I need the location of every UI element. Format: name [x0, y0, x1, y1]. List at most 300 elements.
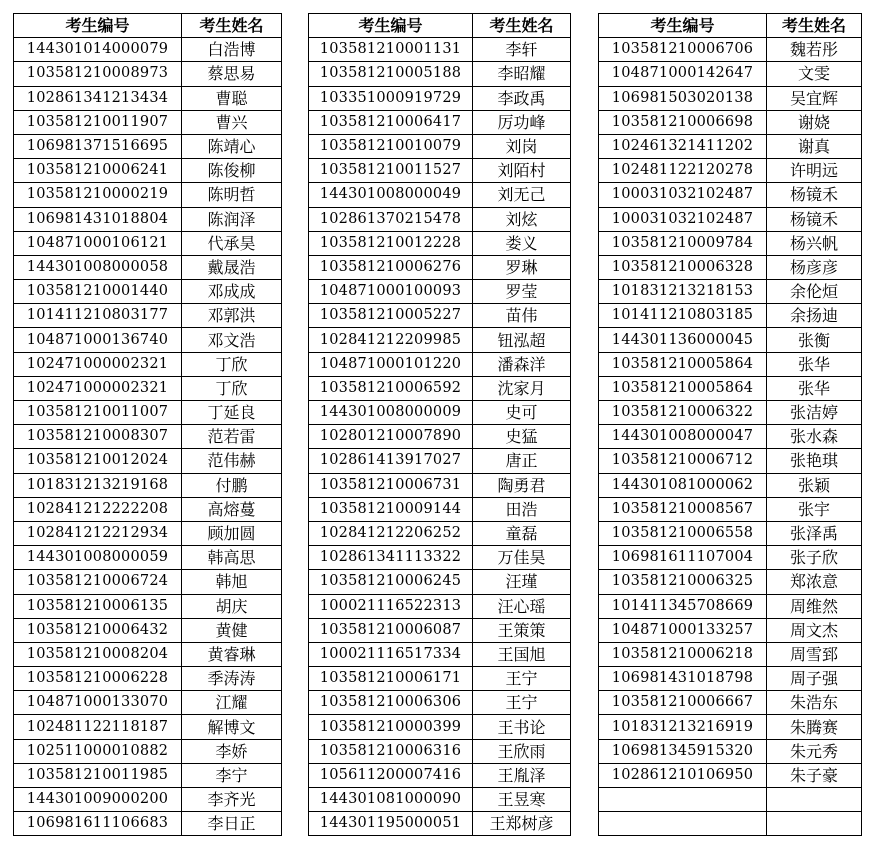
candidate-id-cell: 103581210008204: [14, 642, 182, 666]
table-row: [599, 255, 862, 279]
candidate-name-cell: 杨兴帆: [767, 231, 862, 255]
table-row: [599, 546, 862, 570]
candidate-id-cell: 102861210106950: [599, 763, 767, 787]
candidate-name-cell: 钮泓超: [473, 328, 571, 352]
table-row: [599, 231, 862, 255]
candidate-id-cell: 103581210006276: [309, 255, 473, 279]
candidate-name-cell: 黄睿琳: [182, 642, 282, 666]
table-row: [309, 134, 571, 158]
table-row: [309, 739, 571, 763]
candidate-id-cell: 103581210011907: [14, 110, 182, 134]
candidate-name-cell: 罗琳: [473, 255, 571, 279]
candidate-id-cell: 103581210006667: [599, 691, 767, 715]
table-row: [14, 618, 282, 642]
candidate-name-cell: 王宁: [473, 691, 571, 715]
roster-table-2: [308, 13, 571, 836]
table-row: [14, 110, 282, 134]
table-row: [309, 667, 571, 691]
candidate-id-cell: 101831213219168: [14, 473, 182, 497]
candidate-name-cell: 邓郭洪: [182, 304, 282, 328]
candidate-name-cell: 王胤泽: [473, 763, 571, 787]
candidate-name-cell: 陈明哲: [182, 183, 282, 207]
candidate-name-cell: 厉功峰: [473, 110, 571, 134]
candidate-id-cell: 103581210006322: [599, 401, 767, 425]
candidate-name-cell: 黄健: [182, 618, 282, 642]
candidate-name-cell: 娄义: [473, 231, 571, 255]
table-row: [309, 497, 571, 521]
table-row: [309, 86, 571, 110]
candidate-name-cell: 高熔蔓: [182, 497, 282, 521]
candidate-name-cell: 李日正: [182, 812, 282, 836]
table-row: [14, 401, 282, 425]
candidate-id-cell: 103581210012024: [14, 449, 182, 473]
candidate-id-cell: 101411210803177: [14, 304, 182, 328]
table-row: [309, 376, 571, 400]
candidate-name-cell: 曹聪: [182, 86, 282, 110]
candidate-id-cell: 103581210006316: [309, 739, 473, 763]
candidate-name-cell: 范伟赫: [182, 449, 282, 473]
candidate-id-cell: 106981371516695: [14, 134, 182, 158]
candidate-name-cell: 王宁: [473, 667, 571, 691]
table-row: [14, 352, 282, 376]
table-row: [309, 231, 571, 255]
table-row: [309, 691, 571, 715]
candidate-id-cell: 103581210011527: [309, 159, 473, 183]
table-row: [14, 280, 282, 304]
candidate-name-cell: 张艳琪: [767, 449, 862, 473]
candidate-id-cell: 103581210006218: [599, 642, 767, 666]
table-row: [309, 570, 571, 594]
candidate-id-cell: 103581210006712: [599, 449, 767, 473]
table-row: [599, 594, 862, 618]
table-row: [599, 110, 862, 134]
candidate-name-cell: 李娇: [182, 739, 282, 763]
candidate-name-cell: 李齐光: [182, 788, 282, 812]
table-row: [14, 304, 282, 328]
table-row: [14, 739, 282, 763]
table-row: [14, 425, 282, 449]
table-row: [309, 594, 571, 618]
candidate-name-cell: 王书论: [473, 715, 571, 739]
candidate-name-cell: 丁欣: [182, 376, 282, 400]
candidate-name-cell: 余扬迪: [767, 304, 862, 328]
candidate-id-cell: 102481122120278: [599, 159, 767, 183]
table-row: [309, 473, 571, 497]
candidate-name-cell: 杨彦彦: [767, 255, 862, 279]
candidate-id-cell: 103581210006171: [309, 667, 473, 691]
table-row: [14, 691, 282, 715]
table-row: [14, 376, 282, 400]
candidate-id-cell: 144301136000045: [599, 328, 767, 352]
table-row: [309, 352, 571, 376]
table-row: [309, 715, 571, 739]
candidate-id-cell: 103581210011985: [14, 763, 182, 787]
candidate-id-cell: 144301008000058: [14, 255, 182, 279]
table-row: [599, 86, 862, 110]
candidate-id-cell: 101411210803185: [599, 304, 767, 328]
candidate-id-cell: 102861413917027: [309, 449, 473, 473]
table-row: [599, 304, 862, 328]
candidate-name-cell: 张华: [767, 376, 862, 400]
table-row: [599, 425, 862, 449]
table-row: [599, 401, 862, 425]
candidate-id-cell: 144301008000047: [599, 425, 767, 449]
candidate-id-cell: 103581210006228: [14, 667, 182, 691]
candidate-id-cell: 103581210006135: [14, 594, 182, 618]
table-row: [309, 521, 571, 545]
candidate-name-cell: 李政禹: [473, 86, 571, 110]
candidate-name-cell: 江耀: [182, 691, 282, 715]
table-row: [309, 812, 571, 836]
candidate-name-cell: 季涛涛: [182, 667, 282, 691]
candidate-id-cell: 103581210012228: [309, 231, 473, 255]
roster-table-3: [598, 13, 862, 836]
header-id: 考生编号: [599, 14, 767, 38]
candidate-id-cell: 103581210005864: [599, 376, 767, 400]
candidate-id-cell: 144301081000062: [599, 473, 767, 497]
candidate-name-cell: 周维然: [767, 594, 862, 618]
candidate-name-cell: 代承昊: [182, 231, 282, 255]
candidate-name-cell: 丁延良: [182, 401, 282, 425]
candidate-id-cell: 106981611106683: [14, 812, 182, 836]
candidate-name-cell: 苗伟: [473, 304, 571, 328]
candidate-id-cell: [599, 788, 767, 812]
header-row: [309, 14, 571, 38]
candidate-id-cell: 103581210006724: [14, 570, 182, 594]
candidate-name-cell: 李轩: [473, 38, 571, 62]
candidate-name-cell: 郑浓意: [767, 570, 862, 594]
table-row: [14, 570, 282, 594]
candidate-id-cell: 103351000919729: [309, 86, 473, 110]
candidate-id-cell: 144301195000051: [309, 812, 473, 836]
candidate-name-cell: 张颖: [767, 473, 862, 497]
table-row: [599, 812, 862, 836]
candidate-id-cell: 105611200007416: [309, 763, 473, 787]
table-row: [599, 376, 862, 400]
candidate-id-cell: 144301014000079: [14, 38, 182, 62]
candidate-name-cell: 万佳昊: [473, 546, 571, 570]
table-row: [599, 134, 862, 158]
table-row: [14, 763, 282, 787]
candidate-id-cell: 103581210006087: [309, 618, 473, 642]
candidate-id-cell: 101411345708669: [599, 594, 767, 618]
candidate-id-cell: 106981503020138: [599, 86, 767, 110]
table-row: [599, 739, 862, 763]
table-row: [14, 207, 282, 231]
candidate-id-cell: 103581210006325: [599, 570, 767, 594]
candidate-name-cell: 刘陌村: [473, 159, 571, 183]
candidate-name-cell: 王欣雨: [473, 739, 571, 763]
candidate-id-cell: 101831213218153: [599, 280, 767, 304]
table-row: [309, 546, 571, 570]
table-row: [309, 62, 571, 86]
table-row: [14, 667, 282, 691]
candidate-name-cell: 王郑树彦: [473, 812, 571, 836]
table-row: [599, 38, 862, 62]
candidate-name-cell: [767, 788, 862, 812]
candidate-id-cell: 102511000010882: [14, 739, 182, 763]
candidate-id-cell: [599, 812, 767, 836]
table-row: [309, 763, 571, 787]
candidate-name-cell: 谢娆: [767, 110, 862, 134]
candidate-id-cell: 102471000002321: [14, 376, 182, 400]
table-row: [14, 134, 282, 158]
table-row: [599, 763, 862, 787]
table-row: [599, 497, 862, 521]
candidate-name-cell: 邓文浩: [182, 328, 282, 352]
candidate-id-cell: 103581210011007: [14, 401, 182, 425]
candidate-id-cell: 144301081000090: [309, 788, 473, 812]
candidate-id-cell: 103581210001440: [14, 280, 182, 304]
candidate-id-cell: 102461321411202: [599, 134, 767, 158]
candidate-id-cell: 102861370215478: [309, 207, 473, 231]
candidate-name-cell: 史猛: [473, 425, 571, 449]
candidate-name-cell: 张泽禹: [767, 521, 862, 545]
candidate-name-cell: 刘炫: [473, 207, 571, 231]
candidate-id-cell: 103581210006432: [14, 618, 182, 642]
table-row: [599, 473, 862, 497]
header-name: 考生姓名: [473, 14, 571, 38]
table-row: [599, 449, 862, 473]
table-row: [599, 159, 862, 183]
table-row: [14, 642, 282, 666]
candidate-name-cell: 王国旭: [473, 642, 571, 666]
candidate-name-cell: 许明远: [767, 159, 862, 183]
candidate-id-cell: 102861341213434: [14, 86, 182, 110]
candidate-name-cell: 谢真: [767, 134, 862, 158]
candidate-name-cell: 顾加圆: [182, 521, 282, 545]
table-row: [599, 183, 862, 207]
candidate-id-cell: 103581210006417: [309, 110, 473, 134]
table-row: [309, 401, 571, 425]
candidate-id-cell: 144301008000059: [14, 546, 182, 570]
table-row: [599, 328, 862, 352]
candidate-name-cell: 童磊: [473, 521, 571, 545]
header-row: [599, 14, 862, 38]
table-row: [14, 521, 282, 545]
table-row: [309, 280, 571, 304]
candidate-id-cell: 101831213216919: [599, 715, 767, 739]
candidate-name-cell: 白浩博: [182, 38, 282, 62]
candidate-id-cell: 102801210007890: [309, 425, 473, 449]
candidate-id-cell: 102841212212934: [14, 521, 182, 545]
table-row: [309, 255, 571, 279]
roster-table-1: [13, 13, 282, 836]
table-row: [309, 207, 571, 231]
candidate-id-cell: 103581210008567: [599, 497, 767, 521]
candidate-id-cell: 104871000142647: [599, 62, 767, 86]
header-id: 考生编号: [14, 14, 182, 38]
table-row: [599, 280, 862, 304]
table-row: [14, 255, 282, 279]
table-row: [599, 691, 862, 715]
candidate-id-cell: 103581210008307: [14, 425, 182, 449]
candidate-name-cell: 吴宜辉: [767, 86, 862, 110]
table-row: [14, 328, 282, 352]
table-row: [599, 570, 862, 594]
table-row: [309, 110, 571, 134]
candidate-id-cell: 103581210005227: [309, 304, 473, 328]
candidate-id-cell: 102841212222208: [14, 497, 182, 521]
table-row: [14, 473, 282, 497]
candidate-id-cell: 103581210006731: [309, 473, 473, 497]
candidate-name-cell: 张水森: [767, 425, 862, 449]
candidate-id-cell: 106981431018798: [599, 667, 767, 691]
candidate-id-cell: 103581210009784: [599, 231, 767, 255]
candidate-name-cell: 文雯: [767, 62, 862, 86]
candidate-name-cell: 张子欣: [767, 546, 862, 570]
candidate-name-cell: 沈家月: [473, 376, 571, 400]
candidate-name-cell: 范若雷: [182, 425, 282, 449]
table-row: [309, 183, 571, 207]
candidate-name-cell: 韩高思: [182, 546, 282, 570]
candidate-name-cell: 张洁婷: [767, 401, 862, 425]
candidate-id-cell: 103581210006698: [599, 110, 767, 134]
candidate-name-cell: 罗莹: [473, 280, 571, 304]
candidate-name-cell: 汪心瑶: [473, 594, 571, 618]
candidate-id-cell: 102861341113322: [309, 546, 473, 570]
table-row: [14, 62, 282, 86]
candidate-name-cell: 朱元秀: [767, 739, 862, 763]
candidate-name-cell: 王策策: [473, 618, 571, 642]
candidate-name-cell: 刘无己: [473, 183, 571, 207]
candidate-name-cell: 陈俊柳: [182, 159, 282, 183]
header-id: 考生编号: [309, 14, 473, 38]
candidate-id-cell: 103581210006328: [599, 255, 767, 279]
candidate-name-cell: 朱浩东: [767, 691, 862, 715]
candidate-id-cell: 103581210008973: [14, 62, 182, 86]
candidate-id-cell: 103581210005188: [309, 62, 473, 86]
table-row: [14, 715, 282, 739]
candidate-name-cell: 蔡思易: [182, 62, 282, 86]
candidate-name-cell: 刘岗: [473, 134, 571, 158]
candidate-id-cell: 103581210005864: [599, 352, 767, 376]
candidate-name-cell: 张衡: [767, 328, 862, 352]
candidate-name-cell: 朱腾赛: [767, 715, 862, 739]
candidate-name-cell: 史可: [473, 401, 571, 425]
candidate-name-cell: 潘森洋: [473, 352, 571, 376]
candidate-name-cell: 陈靖心: [182, 134, 282, 158]
candidate-id-cell: 103581210006241: [14, 159, 182, 183]
candidate-name-cell: 田浩: [473, 497, 571, 521]
table-row: [309, 328, 571, 352]
candidate-id-cell: 104871000101220: [309, 352, 473, 376]
candidate-name-cell: 韩旭: [182, 570, 282, 594]
candidate-id-cell: 104871000100093: [309, 280, 473, 304]
table-row: [14, 812, 282, 836]
table-row: [599, 62, 862, 86]
table-row: [14, 497, 282, 521]
candidate-name-cell: 陈润泽: [182, 207, 282, 231]
table-row: [309, 38, 571, 62]
candidate-id-cell: 103581210006706: [599, 38, 767, 62]
candidate-name-cell: 陶勇君: [473, 473, 571, 497]
candidate-id-cell: 104871000136740: [14, 328, 182, 352]
candidate-name-cell: 戴晟浩: [182, 255, 282, 279]
candidate-name-cell: [767, 812, 862, 836]
candidate-id-cell: 100031032102487: [599, 183, 767, 207]
candidate-name-cell: 余伦烜: [767, 280, 862, 304]
candidate-name-cell: 周雪郅: [767, 642, 862, 666]
candidate-name-cell: 李昭耀: [473, 62, 571, 86]
candidate-id-cell: 102471000002321: [14, 352, 182, 376]
candidate-name-cell: 张宇: [767, 497, 862, 521]
candidate-name-cell: 王昱寒: [473, 788, 571, 812]
candidate-name-cell: 胡庆: [182, 594, 282, 618]
table-row: [309, 159, 571, 183]
candidate-id-cell: 103581210000399: [309, 715, 473, 739]
candidate-id-cell: 102481122118187: [14, 715, 182, 739]
table-row: [599, 352, 862, 376]
table-row: [599, 642, 862, 666]
candidate-id-cell: 102841212206252: [309, 521, 473, 545]
table-row: [309, 449, 571, 473]
candidate-id-cell: 103581210000219: [14, 183, 182, 207]
candidate-id-cell: 103581210010079: [309, 134, 473, 158]
candidate-name-cell: 邓成成: [182, 280, 282, 304]
header-row: [14, 14, 282, 38]
candidate-name-cell: 周文杰: [767, 618, 862, 642]
table-row: [309, 618, 571, 642]
candidate-name-cell: 杨镜禾: [767, 183, 862, 207]
candidate-name-cell: 曹兴: [182, 110, 282, 134]
candidate-name-cell: 丁欣: [182, 352, 282, 376]
candidate-id-cell: 104871000133070: [14, 691, 182, 715]
candidate-id-cell: 103581210009144: [309, 497, 473, 521]
table-row: [599, 207, 862, 231]
table-row: [599, 715, 862, 739]
table-row: [14, 546, 282, 570]
candidate-id-cell: 100021116522313: [309, 594, 473, 618]
candidate-id-cell: 103581210006592: [309, 376, 473, 400]
candidate-id-cell: 103581210006306: [309, 691, 473, 715]
candidate-id-cell: 106981431018804: [14, 207, 182, 231]
candidate-id-cell: 144301008000009: [309, 401, 473, 425]
table-row: [309, 788, 571, 812]
candidate-name-cell: 解博文: [182, 715, 282, 739]
header-name: 考生姓名: [767, 14, 862, 38]
candidate-id-cell: 103581210006558: [599, 521, 767, 545]
header-name: 考生姓名: [182, 14, 282, 38]
candidate-id-cell: 100031032102487: [599, 207, 767, 231]
candidate-id-cell: 144301009000200: [14, 788, 182, 812]
table-row: [14, 86, 282, 110]
table-row: [14, 449, 282, 473]
table-row: [599, 788, 862, 812]
candidate-id-cell: 100021116517334: [309, 642, 473, 666]
candidate-name-cell: 唐正: [473, 449, 571, 473]
candidate-name-cell: 朱子豪: [767, 763, 862, 787]
candidate-name-cell: 付鹏: [182, 473, 282, 497]
candidate-name-cell: 汪瑾: [473, 570, 571, 594]
candidate-id-cell: 106981611107004: [599, 546, 767, 570]
candidate-id-cell: 102841212209985: [309, 328, 473, 352]
candidate-id-cell: 144301008000049: [309, 183, 473, 207]
table-row: [14, 159, 282, 183]
candidate-id-cell: 103581210006245: [309, 570, 473, 594]
table-row: [14, 38, 282, 62]
candidate-name-cell: 李宁: [182, 763, 282, 787]
candidate-id-cell: 104871000106121: [14, 231, 182, 255]
table-row: [14, 788, 282, 812]
candidate-name-cell: 张华: [767, 352, 862, 376]
table-row: [309, 642, 571, 666]
table-row: [14, 183, 282, 207]
candidate-id-cell: 106981345915320: [599, 739, 767, 763]
candidate-name-cell: 周子强: [767, 667, 862, 691]
candidate-id-cell: 103581210001131: [309, 38, 473, 62]
table-row: [599, 667, 862, 691]
